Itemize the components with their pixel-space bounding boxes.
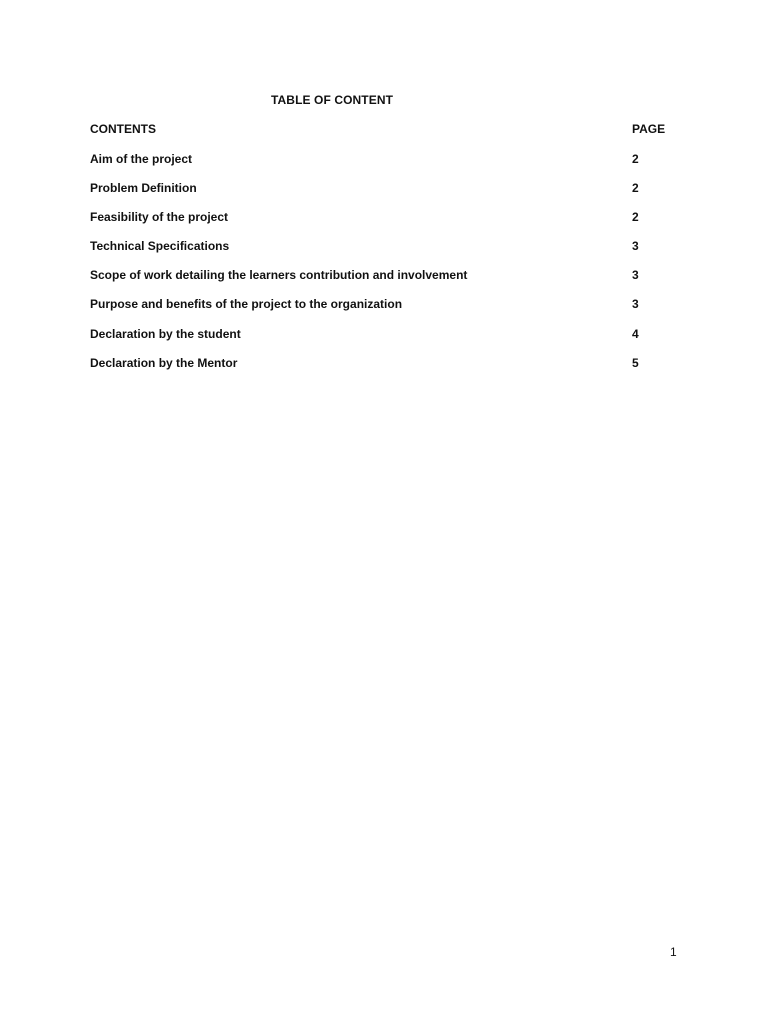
toc-entry-page: 2 — [632, 152, 639, 166]
toc-entry-page: 5 — [632, 355, 639, 370]
toc-entry — [90, 356, 670, 385]
toc-entry — [90, 239, 670, 268]
toc-title: TABLE OF CONTENT — [271, 93, 394, 107]
toc-entry — [90, 152, 670, 181]
toc-entry-page: 4 — [632, 326, 639, 341]
contents-column-label: CONTENTS — [90, 122, 156, 136]
footer-page-number: 1 — [670, 945, 677, 959]
toc-entry-label: Scope of work detailing the learners contribution and involvement — [90, 268, 468, 283]
page-column-label: PAGE — [632, 122, 666, 136]
toc-entry-page: 3 — [632, 297, 639, 312]
toc-entry-page: 3 — [632, 268, 639, 283]
toc-entry-page: 2 — [632, 210, 639, 225]
toc-entry-label: Technical Specifications — [90, 239, 230, 254]
toc-entry-label: Problem Definition — [90, 181, 197, 196]
toc-entry-page: 2 — [632, 181, 639, 196]
toc-entry-label: Declaration by the student — [90, 326, 241, 341]
toc-entry-list — [90, 152, 670, 385]
toc-entry — [90, 297, 670, 326]
toc-entry-label: Declaration by the Mentor — [90, 355, 238, 370]
toc-entry-label: Feasibility of the project — [90, 210, 229, 225]
toc-entry-page: 3 — [632, 239, 639, 254]
toc-entry — [90, 210, 670, 239]
toc-entry-label: Aim of the project — [90, 152, 193, 166]
toc-entry-label: Purpose and benefits of the project to the organization — [90, 297, 403, 312]
toc-entry — [90, 327, 670, 356]
toc-entry — [90, 268, 670, 297]
toc-entry — [90, 181, 670, 210]
toc-column-header — [90, 122, 670, 140]
